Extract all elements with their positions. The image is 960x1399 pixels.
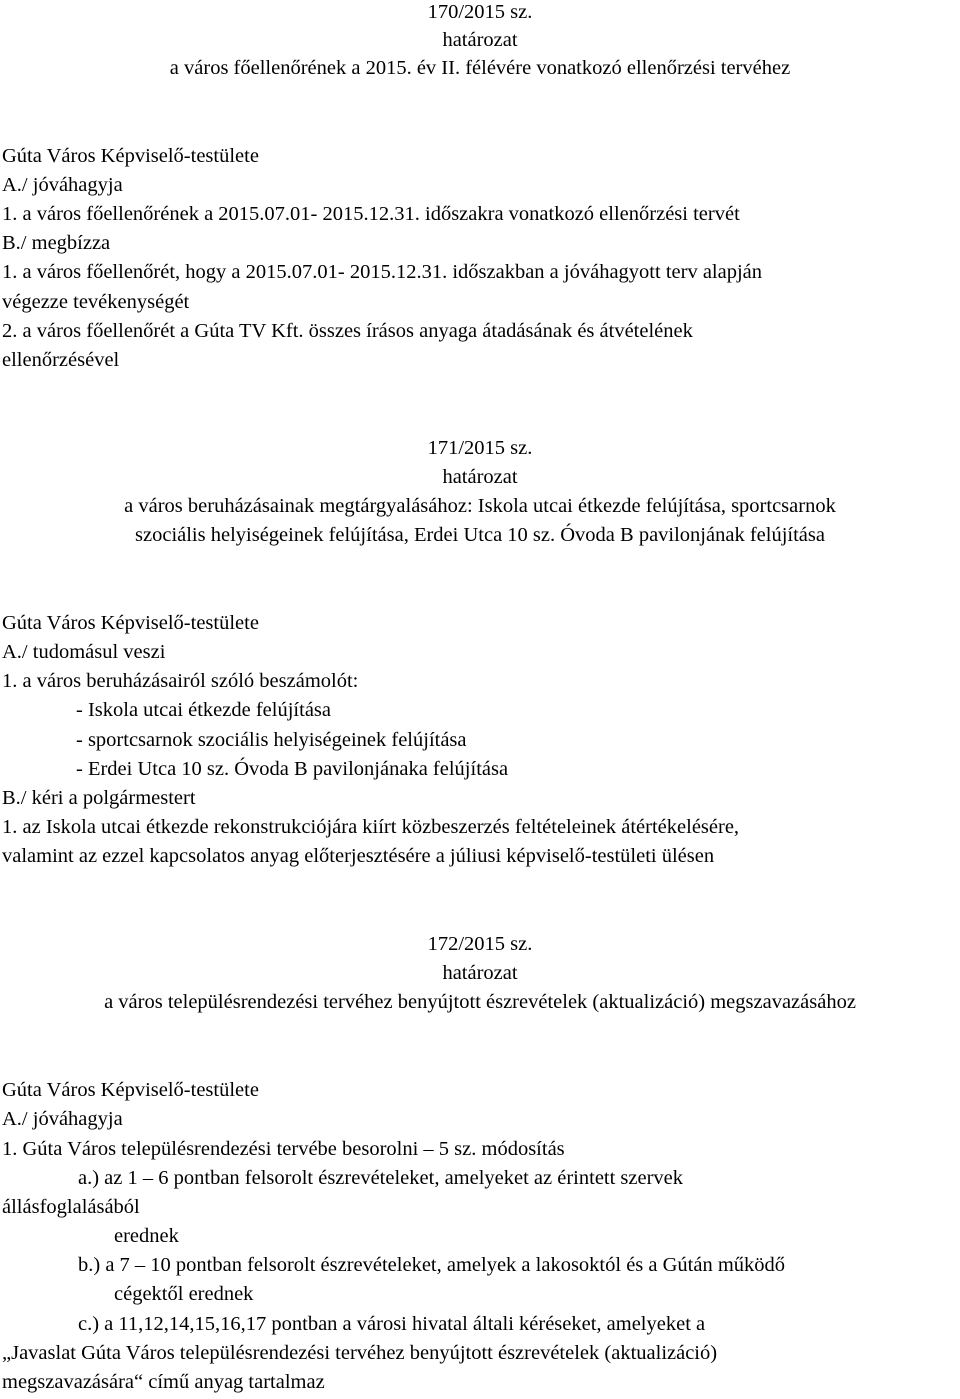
resolution-170-b-item-1-line-1: 1. a város főellenőrét, hogy a 2015.07.01- 2015.12.31. időszakban a jóváhagyott terv alapján [2, 261, 763, 283]
resolution-172-sub-c-line-1: c.) a 11,12,14,15,16,17 pontban a városi hivatal általi kéréseket, amelyeket a [78, 1313, 706, 1335]
resolution-171-list-item: - Iskola utcai étkezde felújítása [76, 699, 331, 721]
resolution-171-a-item-1: 1. a város beruházásairól szóló beszámolót: [2, 670, 359, 692]
resolution-171-list-item: - sportcsarnok szociális helyiségeinek felújítása [76, 729, 467, 751]
resolution-171-b-item-1-line-1: 1. az Iskola utcai étkezde rekonstrukciójára kiírt közbeszerzés feltételeinek átértékelésére, [2, 816, 740, 838]
resolution-170-a-heading: A./ jóváhagyja [2, 174, 123, 196]
resolution-172-sub-a-line-1: a.) az 1 – 6 pontban felsorolt észrevételeket, amelyeket az érintett szervek [78, 1167, 684, 1189]
resolution-170-subject: a város főellenőrének a 2015. év II. félévére vonatkozó ellenőrzési tervéhez [169, 57, 791, 79]
resolution-170-b-heading: B./ megbízza [2, 232, 111, 254]
resolution-171-type: határozat [442, 466, 518, 488]
resolution-170-b-item-2-line-1: 2. a város főellenőrét a Gúta TV Kft. összes írásos anyaga átadásának és átvételének [2, 320, 693, 342]
resolution-170-b-item-1-line-2: végezze tevékenységét [2, 291, 190, 313]
resolution-172-sub-b-line-2: cégektől erednek [114, 1283, 254, 1305]
resolution-172-sub-c-line-3: megszavazására“ című anyag tartalmaz [2, 1371, 325, 1393]
resolution-171-list-item: - Erdei Utca 10 sz. Óvoda B pavilonjánaka felújítása [76, 758, 509, 780]
resolution-172-a-item-1: 1. Gúta Város településrendezési tervébe besorolni – 5 sz. módosítás [2, 1138, 565, 1160]
resolution-171-body: Gúta Város Képviselő-testülete [2, 612, 259, 634]
resolution-171-a-heading: A./ tudomásul veszi [2, 641, 166, 663]
resolution-170-a-item-1: 1. a város főellenőrének a 2015.07.01- 2015.12.31. időszakra vonatkozó ellenőrzési tervét [2, 203, 740, 225]
resolution-171-number: 171/2015 sz. [427, 437, 533, 459]
resolution-171-b-heading: B./ kéri a polgármestert [2, 787, 196, 809]
resolution-172-sub-a-line-3: erednek [114, 1225, 179, 1247]
resolution-171-subject-line-1: a város beruházásainak megtárgyalásához: Iskola utcai étkezde felújítása, sportcsarnok [124, 495, 836, 517]
resolution-172-type: határozat [442, 962, 518, 984]
resolution-172-body: Gúta Város Képviselő-testülete [2, 1079, 259, 1101]
resolution-171-subject-line-2: szociális helyiségeinek felújítása, Erdei Utca 10 sz. Óvoda B pavilonjának felújítása [135, 524, 825, 546]
resolution-170-type: határozat [442, 29, 518, 51]
resolution-172-subject: a város településrendezési tervéhez benyújtott észrevételek (aktualizáció) megszavazásához [104, 991, 856, 1013]
resolution-170-body: Gúta Város Képviselő-testülete [2, 145, 259, 167]
resolution-171-b-item-1-line-2: valamint az ezzel kapcsolatos anyag előterjesztésére a júliusi képviselő-testületi ülésen [2, 845, 715, 867]
resolution-170-b-item-2-line-2: ellenőrzésével [2, 349, 120, 371]
resolution-172-sub-b-line-1: b.) a 7 – 10 pontban felsorolt észrevételeket, amelyek a lakosoktól és a Gútán működő [78, 1254, 786, 1276]
resolution-172-sub-a-line-2: állásfoglalásából [2, 1196, 140, 1218]
resolution-172-sub-c-line-2: „Javaslat Gúta Város településrendezési tervéhez benyújtott észrevételek (aktualizáció) [2, 1342, 718, 1364]
resolution-172-a-heading: A./ jóváhagyja [2, 1108, 123, 1130]
resolution-170-number: 170/2015 sz. [427, 1, 533, 23]
resolution-172-number: 172/2015 sz. [427, 933, 533, 955]
